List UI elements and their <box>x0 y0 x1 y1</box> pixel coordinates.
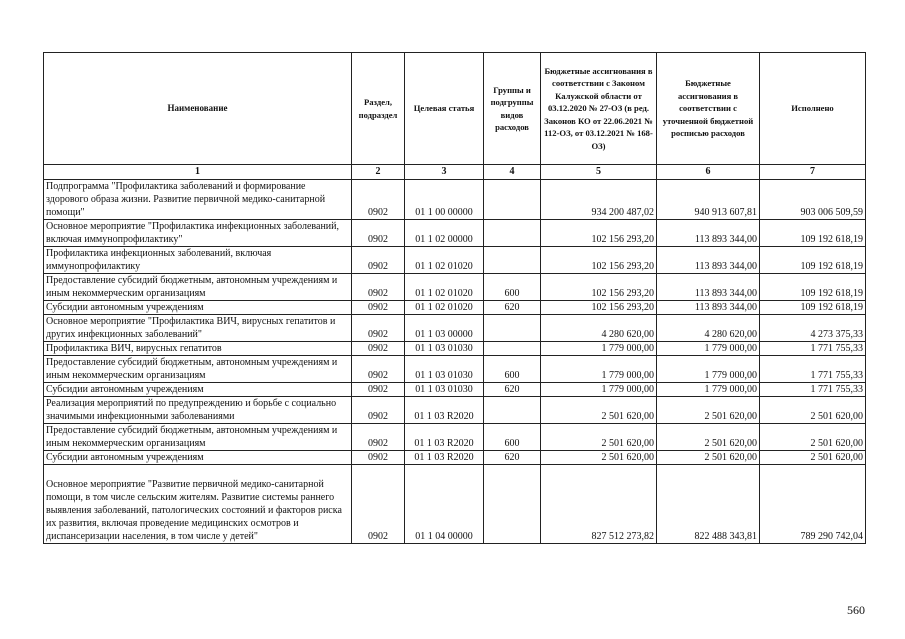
row-section: 0902 <box>352 342 405 356</box>
row-section: 0902 <box>352 274 405 301</box>
row-target: 01 1 03 R2020 <box>405 451 484 465</box>
header-target: Целевая статья <box>405 53 484 165</box>
row-name: Реализация мероприятий по предупреждению и борьбе с социально значимыми инфекционными заболеваниями <box>44 397 352 424</box>
row-group <box>484 247 541 274</box>
row-executed-amount: 109 192 618,19 <box>760 274 866 301</box>
row-group: 620 <box>484 301 541 315</box>
row-name: Профилактика инфекционных заболеваний, включая иммунопрофилактику <box>44 247 352 274</box>
table-row <box>44 342 866 356</box>
row-law-amount: 4 280 620,00 <box>541 315 657 342</box>
row-group: 620 <box>484 451 541 465</box>
row-target: 01 1 02 00000 <box>405 220 484 247</box>
row-refined-amount: 113 893 344,00 <box>657 220 760 247</box>
row-target: 01 1 03 00000 <box>405 315 484 342</box>
row-name: Предоставление субсидий бюджетным, автономным учреждениям и иным некоммерческим организациям <box>44 424 352 451</box>
row-law-amount: 102 156 293,20 <box>541 274 657 301</box>
table-row <box>44 424 866 451</box>
table-row <box>44 247 866 274</box>
row-executed-amount: 109 192 618,19 <box>760 220 866 247</box>
row-group <box>484 342 541 356</box>
table-row <box>44 220 866 247</box>
row-name: Субсидии автономным учреждениям <box>44 451 352 465</box>
row-section: 0902 <box>352 315 405 342</box>
column-number: 7 <box>760 165 866 180</box>
row-group <box>484 315 541 342</box>
table-row <box>44 451 866 465</box>
table-row <box>44 383 866 397</box>
row-executed-amount: 1 771 755,33 <box>760 342 866 356</box>
budget-table <box>43 52 866 544</box>
row-target: 01 1 03 R2020 <box>405 397 484 424</box>
row-name: Основное мероприятие "Развитие первичной медико-санитарной помощи, в том числе сельским жителям. Развитие системы раннего выявления заболеваний, патологических состояний и факторов риска их развития, включая проведение медицинских осмотров и диспансеризации населения, в том числе у детей" <box>44 465 352 544</box>
header-name: Наименование <box>44 53 352 165</box>
row-law-amount: 2 501 620,00 <box>541 451 657 465</box>
row-refined-amount: 4 280 620,00 <box>657 315 760 342</box>
table-row <box>44 180 866 220</box>
row-group <box>484 465 541 544</box>
row-group <box>484 397 541 424</box>
row-group <box>484 220 541 247</box>
row-section: 0902 <box>352 180 405 220</box>
row-group <box>484 180 541 220</box>
row-refined-amount: 822 488 343,81 <box>657 465 760 544</box>
column-number: 4 <box>484 165 541 180</box>
row-group: 600 <box>484 274 541 301</box>
row-target: 01 1 02 01020 <box>405 274 484 301</box>
row-refined-amount: 1 779 000,00 <box>657 356 760 383</box>
row-executed-amount: 789 290 742,04 <box>760 465 866 544</box>
row-section: 0902 <box>352 220 405 247</box>
row-section: 0902 <box>352 356 405 383</box>
row-executed-amount: 109 192 618,19 <box>760 247 866 274</box>
row-target: 01 1 02 01020 <box>405 301 484 315</box>
column-number-row <box>44 165 866 180</box>
row-refined-amount: 940 913 607,81 <box>657 180 760 220</box>
row-law-amount: 934 200 487,02 <box>541 180 657 220</box>
row-target: 01 1 03 01030 <box>405 383 484 397</box>
table-row <box>44 315 866 342</box>
row-name: Основное мероприятие "Профилактика инфекционных заболеваний, включая иммунопрофилактику" <box>44 220 352 247</box>
row-refined-amount: 2 501 620,00 <box>657 397 760 424</box>
row-name: Предоставление субсидий бюджетным, автономным учреждениям и иным некоммерческим организациям <box>44 274 352 301</box>
page-number: 560 <box>847 603 865 617</box>
row-refined-amount: 113 893 344,00 <box>657 274 760 301</box>
row-group: 600 <box>484 424 541 451</box>
row-refined-amount: 1 779 000,00 <box>657 383 760 397</box>
row-group: 600 <box>484 356 541 383</box>
row-executed-amount: 903 006 509,59 <box>760 180 866 220</box>
row-law-amount: 827 512 273,82 <box>541 465 657 544</box>
row-section: 0902 <box>352 397 405 424</box>
row-law-amount: 1 779 000,00 <box>541 383 657 397</box>
row-name: Предоставление субсидий бюджетным, автономным учреждениям и иным некоммерческим организациям <box>44 356 352 383</box>
row-target: 01 1 02 01020 <box>405 247 484 274</box>
row-name: Субсидии автономным учреждениям <box>44 383 352 397</box>
header-executed: Исполнено <box>760 53 866 165</box>
header-groups: Группы и подгруппы видов расходов <box>484 53 541 165</box>
row-executed-amount: 2 501 620,00 <box>760 397 866 424</box>
row-executed-amount: 2 501 620,00 <box>760 451 866 465</box>
header-refined-allocations: Бюджетные ассигнования в соответствии с уточненной бюджетной росписью расходов <box>657 53 760 165</box>
row-law-amount: 102 156 293,20 <box>541 301 657 315</box>
row-section: 0902 <box>352 247 405 274</box>
row-executed-amount: 1 771 755,33 <box>760 356 866 383</box>
column-number: 1 <box>44 165 352 180</box>
row-section: 0902 <box>352 424 405 451</box>
row-refined-amount: 1 779 000,00 <box>657 342 760 356</box>
header-law-allocations: Бюджетные ассигнования в соответствии с Законом Калужской области от 03.12.2020 № 27-ОЗ (в ред. Законов КО от 22.06.2021 № 112-ОЗ, от 03.12.2021 № 168-ОЗ) <box>541 53 657 165</box>
column-number: 2 <box>352 165 405 180</box>
row-name: Субсидии автономным учреждениям <box>44 301 352 315</box>
row-law-amount: 2 501 620,00 <box>541 397 657 424</box>
row-law-amount: 102 156 293,20 <box>541 220 657 247</box>
row-refined-amount: 113 893 344,00 <box>657 247 760 274</box>
table-row <box>44 465 866 544</box>
row-law-amount: 1 779 000,00 <box>541 342 657 356</box>
table-row <box>44 274 866 301</box>
row-name: Подпрограмма "Профилактика заболеваний и формирование здорового образа жизни. Развитие первичной медико-санитарной помощи" <box>44 180 352 220</box>
row-executed-amount: 109 192 618,19 <box>760 301 866 315</box>
row-executed-amount: 1 771 755,33 <box>760 383 866 397</box>
row-section: 0902 <box>352 301 405 315</box>
column-number: 6 <box>657 165 760 180</box>
row-name: Профилактика ВИЧ, вирусных гепатитов <box>44 342 352 356</box>
row-executed-amount: 4 273 375,33 <box>760 315 866 342</box>
table-row <box>44 301 866 315</box>
column-number: 5 <box>541 165 657 180</box>
header-section: Раздел, подраздел <box>352 53 405 165</box>
header-row <box>44 53 866 165</box>
row-law-amount: 2 501 620,00 <box>541 424 657 451</box>
row-section: 0902 <box>352 465 405 544</box>
row-group: 620 <box>484 383 541 397</box>
row-refined-amount: 2 501 620,00 <box>657 451 760 465</box>
row-section: 0902 <box>352 451 405 465</box>
row-target: 01 1 03 01030 <box>405 356 484 383</box>
row-executed-amount: 2 501 620,00 <box>760 424 866 451</box>
row-law-amount: 102 156 293,20 <box>541 247 657 274</box>
column-number: 3 <box>405 165 484 180</box>
row-refined-amount: 113 893 344,00 <box>657 301 760 315</box>
row-target: 01 1 04 00000 <box>405 465 484 544</box>
row-name: Основное мероприятие "Профилактика ВИЧ, вирусных гепатитов и других инфекционных заболеваний" <box>44 315 352 342</box>
row-section: 0902 <box>352 383 405 397</box>
row-target: 01 1 03 R2020 <box>405 424 484 451</box>
row-target: 01 1 00 00000 <box>405 180 484 220</box>
table-row <box>44 356 866 383</box>
row-target: 01 1 03 01030 <box>405 342 484 356</box>
table-row <box>44 397 866 424</box>
row-refined-amount: 2 501 620,00 <box>657 424 760 451</box>
row-law-amount: 1 779 000,00 <box>541 356 657 383</box>
